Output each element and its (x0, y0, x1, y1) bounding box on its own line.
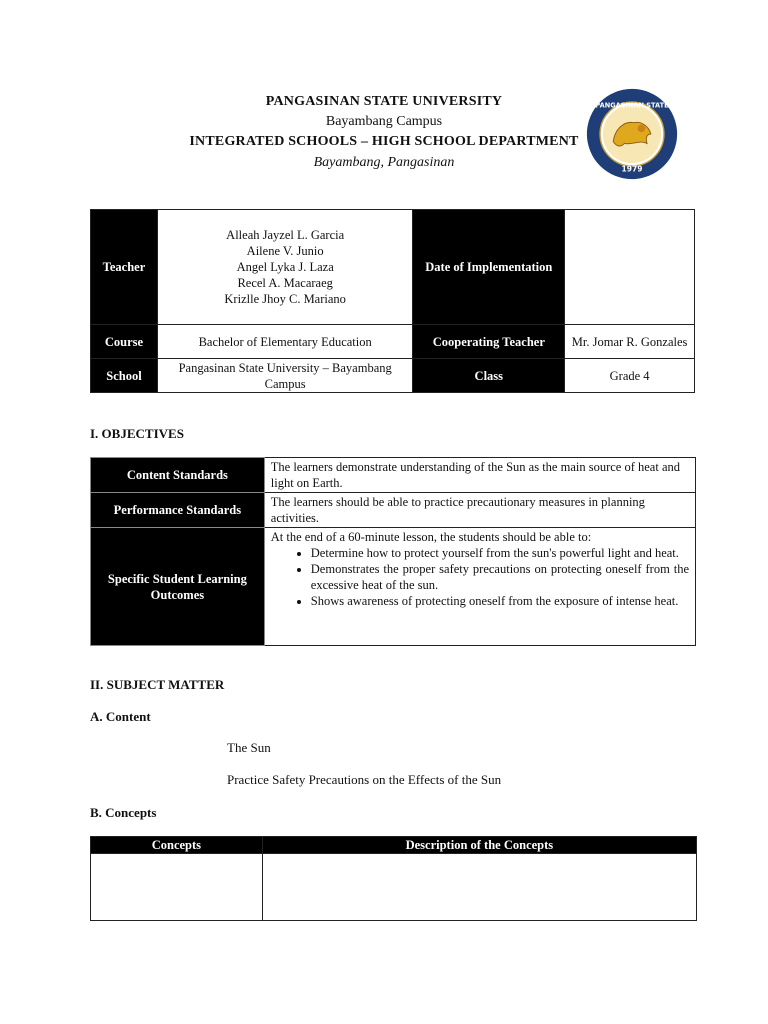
concepts-heading: B. Concepts (90, 805, 157, 820)
date-label: Date of Implementation (413, 210, 565, 325)
course-label: Course (91, 325, 158, 359)
content-heading: A. Content (90, 709, 151, 724)
description-column-header: Description of the Concepts (262, 837, 696, 854)
learning-outcomes-cell (264, 528, 695, 646)
cooperating-teacher-value: Mr. Jomar R. Gonzales (565, 325, 695, 359)
objectives-table (90, 457, 696, 646)
performance-standards-text: The learners should be able to practice precautionary measures in planning activities. (264, 493, 695, 528)
list-item: • Determine how to protect yourself from the sun's powerful light and heat. (311, 545, 689, 561)
description-cell (262, 854, 696, 921)
list-item: • Shows awareness of protecting oneself from the exposure of intense heat. (311, 593, 689, 609)
class-value: Grade 4 (565, 359, 695, 393)
concepts-column-header: Concepts (91, 837, 263, 854)
teacher-name: Ailene V. Junio (246, 244, 324, 258)
performance-standards-label: Performance Standards (91, 493, 265, 528)
cooperating-teacher-label: Cooperating Teacher (413, 325, 565, 359)
school-value: Pangasinan State University – Bayambang Campus (157, 359, 412, 393)
school-label: School (91, 359, 158, 393)
learning-outcomes-label: Specific Student Learning Outcomes (91, 528, 265, 646)
content-standards-label: Content Standards (91, 458, 265, 493)
date-value (565, 210, 695, 325)
campus-name: Bayambang Campus (325, 114, 443, 129)
concepts-table (90, 836, 697, 921)
class-label: Class (413, 359, 565, 393)
teacher-name: Recel A. Macaraeg (237, 276, 333, 290)
seal-year: 1979 (621, 164, 643, 174)
content-standards-text: The learners demonstrate understanding of the Sun as the main source of heat and light on Earth. (264, 458, 695, 493)
concepts-cell (91, 854, 263, 921)
teacher-name: Alleah Jayzel L. Garcia (226, 228, 345, 242)
teacher-names (157, 210, 412, 325)
content-item: Practice Safety Precautions on the Effects of the Sun (227, 772, 502, 787)
subject-matter-heading: II. SUBJECT MATTER (90, 677, 225, 692)
location: Bayambang, Pangasinan (313, 155, 455, 170)
seal-top-text: PANGASINAN STATE (595, 101, 669, 110)
department-name: INTEGRATED SCHOOLS – HIGH SCHOOL DEPARTMENT (189, 134, 579, 149)
university-name: PANGASINAN STATE UNIVERSITY (265, 94, 503, 109)
info-table (90, 209, 695, 393)
university-seal-logo (585, 87, 679, 181)
teacher-name: Krizlle Jhoy C. Mariano (224, 292, 346, 306)
teacher-name: Angel Lyka J. Laza (236, 260, 334, 274)
learning-outcomes-intro: At the end of a 60-minute lesson, the students should be able to: (270, 530, 592, 544)
objectives-heading: I. OBJECTIVES (90, 426, 184, 441)
learning-outcomes-list (271, 545, 689, 609)
content-item: The Sun (227, 740, 271, 755)
list-item: • Demonstrates the proper safety precautions on protecting oneself from the excessive heat of the sun. (311, 561, 689, 593)
teacher-label: Teacher (91, 210, 158, 325)
course-value: Bachelor of Elementary Education (157, 325, 412, 359)
